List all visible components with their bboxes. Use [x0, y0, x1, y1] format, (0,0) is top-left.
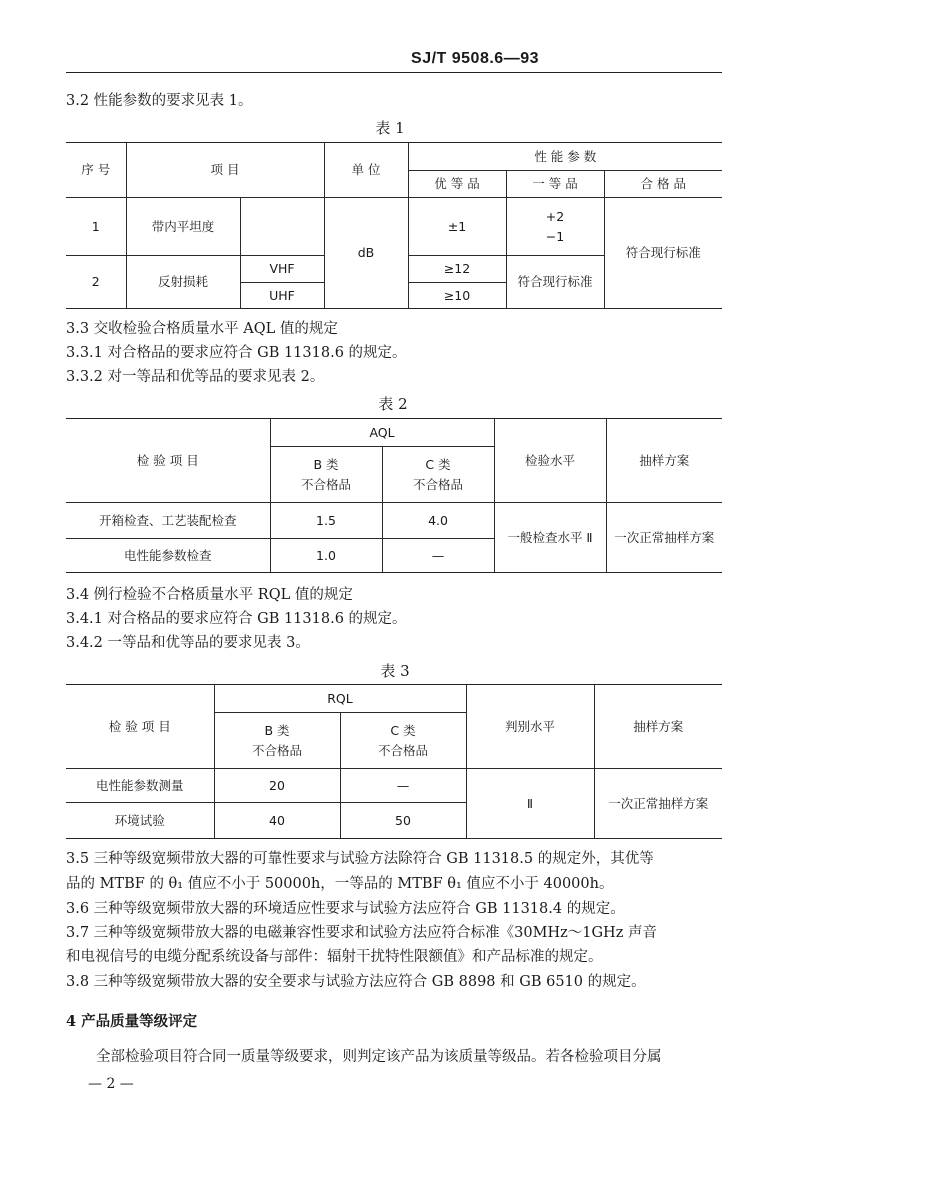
section-4-heading: 4 产品质量等级评定 — [66, 1013, 198, 1030]
t1-r1-first: +2 −1 — [506, 198, 604, 256]
t2-header-level: 检验水平 — [494, 419, 606, 503]
t3-r1-item: 电性能参数测量 — [66, 769, 214, 803]
t2-r1-item: 开箱检查、工艺装配检查 — [66, 503, 270, 539]
t2-r1-c: 4.0 — [382, 503, 494, 539]
t1-pass-merged: 符合现行标准 — [604, 198, 722, 309]
page-number: — 2 — — [88, 1076, 134, 1092]
table-3 — [66, 684, 722, 839]
table-1 — [66, 142, 722, 309]
t2-header-item: 检 验 项 目 — [66, 419, 270, 503]
t2-header-plan: 抽样方案 — [606, 419, 722, 503]
header-rule — [66, 72, 722, 73]
clause-3-6: 3.6 三种等级宽频带放大器的环境适应性要求与试验方法应符合 GB 11318.4 的规定。 — [66, 901, 625, 917]
t1-r2-top-vhf: ≥12 — [408, 256, 506, 283]
t1-r2-seq: 2 — [66, 256, 126, 309]
clause-3-7-line1: 3.7 三种等级宽频带放大器的电磁兼容性要求和试验方法应符合标准《30MHz～1GHz 声音 — [66, 925, 657, 941]
t1-header-performance: 性 能 参 数 — [408, 143, 722, 171]
clause-3-4: 3.4 例行检验不合格质量水平 RQL 值的规定 — [66, 587, 353, 603]
t2-header-b: B 类 不合格品 — [270, 447, 382, 503]
t2-header-aql: AQL — [270, 419, 494, 447]
t1-header-pass-grade: 合 格 品 — [604, 171, 722, 198]
t2-header-c: C 类 不合格品 — [382, 447, 494, 503]
t3-r1-c: — — [340, 769, 466, 803]
t2-plan-merged: 一次正常抽样方案 — [606, 503, 722, 573]
table2-caption: 表 2 — [378, 395, 408, 413]
t3-header-b: B 类 不合格品 — [214, 713, 340, 769]
clause-3-3-1: 3.3.1 对合格品的要求应符合 GB 11318.6 的规定。 — [66, 345, 407, 361]
t1-header-unit: 单 位 — [324, 143, 408, 198]
t3-level-merged: Ⅱ — [466, 769, 594, 839]
t3-header-rql: RQL — [214, 685, 466, 713]
t1-r1-top: ±1 — [408, 198, 506, 256]
t2-r2-item: 电性能参数检查 — [66, 539, 270, 573]
t3-header-c: C 类 不合格品 — [340, 713, 466, 769]
clause-3-2: 3.2 性能参数的要求见表 1。 — [66, 93, 253, 109]
t3-r1-b: 20 — [214, 769, 340, 803]
t2-level-merged: 一般检查水平 Ⅱ — [494, 503, 606, 573]
t1-r1-seq: 1 — [66, 198, 126, 256]
t1-header-first-grade: 一 等 品 — [506, 171, 604, 198]
clause-3-5-line1: 3.5 三种等级宽频带放大器的可靠性要求与试验方法除符合 GB 11318.5 的规定外，其优等 — [66, 851, 654, 867]
clause-3-4-1: 3.4.1 对合格品的要求应符合 GB 11318.6 的规定。 — [66, 611, 407, 627]
clause-3-3: 3.3 交收检验合格质量水平 AQL 值的规定 — [66, 321, 338, 337]
t1-r2-uhf: UHF — [240, 283, 324, 309]
t1-r2-top-uhf: ≥10 — [408, 283, 506, 309]
t2-r2-c: — — [382, 539, 494, 573]
t1-r1-sub — [240, 198, 324, 256]
clause-3-7-line2: 和电视信号的电缆分配系统设备与部件：辐射干扰特性限额值》和产品标准的规定。 — [66, 949, 603, 965]
section-4-paragraph: 全部检验项目符合同一质量等级要求，则判定该产品为该质量等级品。若各检验项目分属 — [96, 1049, 662, 1065]
table-2 — [66, 418, 722, 573]
t1-header-item: 项 目 — [126, 143, 324, 198]
t3-r2-item: 环境试验 — [66, 803, 214, 839]
t3-header-item: 检 验 项 目 — [66, 685, 214, 769]
t3-plan-merged: 一次正常抽样方案 — [594, 769, 722, 839]
clause-3-4-2: 3.4.2 一等品和优等品的要求见表 3。 — [66, 635, 310, 651]
t1-unit-merged: dB — [324, 198, 408, 309]
t2-r1-b: 1.5 — [270, 503, 382, 539]
t3-r2-b: 40 — [214, 803, 340, 839]
clause-3-8: 3.8 三种等级宽频带放大器的安全要求与试验方法应符合 GB 8898 和 GB 6510 的规定。 — [66, 974, 646, 990]
clause-3-5-line2: 品的 MTBF 的 θ₁ 值应不小于 50000h，一等品的 MTBF θ₁ 值应不小于 40000h。 — [66, 876, 614, 892]
t2-r2-b: 1.0 — [270, 539, 382, 573]
t1-r1-item: 带内平坦度 — [126, 198, 240, 256]
t3-header-level: 判别水平 — [466, 685, 594, 769]
t1-r2-item: 反射损耗 — [126, 256, 240, 309]
t3-r2-c: 50 — [340, 803, 466, 839]
table1-caption: 表 1 — [375, 119, 405, 137]
t1-header-seq: 序 号 — [66, 143, 126, 198]
clause-3-3-2: 3.3.2 对一等品和优等品的要求见表 2。 — [66, 369, 325, 385]
table3-caption: 表 3 — [380, 662, 410, 680]
document-code: SJ/T 9508.6—93 — [411, 50, 539, 67]
t1-r2-first: 符合现行标准 — [506, 256, 604, 309]
t1-header-top-grade: 优 等 品 — [408, 171, 506, 198]
t1-r2-vhf: VHF — [240, 256, 324, 283]
t3-header-plan: 抽样方案 — [594, 685, 722, 769]
